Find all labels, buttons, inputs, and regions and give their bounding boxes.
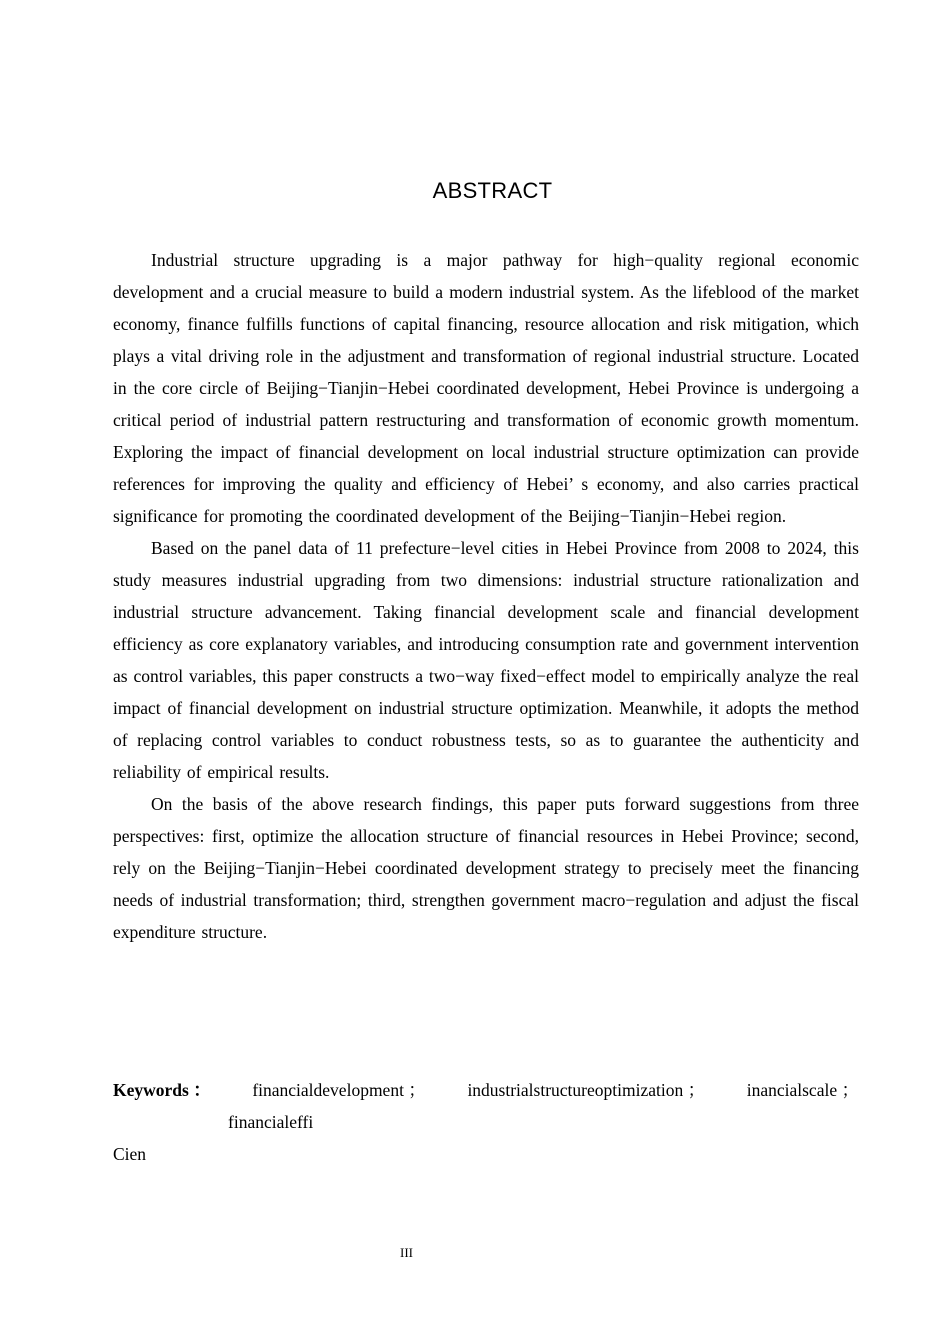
keyword-item: industrialstructureoptimization ；: [467, 1080, 706, 1100]
keyword-trailing: Cien: [113, 1144, 147, 1164]
keywords-line: [113, 1074, 859, 1106]
page-number: III: [400, 1245, 413, 1260]
abstract-paragraph: Industrial structure upgrading is a major pathway for high−quality regional economic development and a crucial measure to build a modern industrial system. As the lifeblood of the market economy, finance fulfills functions of capital financing, resource allocation and risk mitigation, which plays a vital driving role in the adjustment and transformation of regional industrial structure. Located in the core circle of Beijing−Tianjin−Hebei coordinated development, Hebei Province is undergoing a critical period of industrial pattern restructuring and transformation of economic growth momentum. Exploring the impact of financial development on local industrial structure optimization can provide references for improving the quality and efficiency of Hebei’ s economy, and also carries practical significance for promoting the coordinated development of the Beijing−Tianjin−Hebei region.: [113, 250, 859, 526]
keywords-section: [113, 1074, 859, 1170]
keyword-continuation: financialeffi: [228, 1112, 314, 1132]
keyword-item: inancialscale ；: [746, 1080, 859, 1100]
abstract-paragraph: Based on the panel data of 11 prefecture−level cities in Hebei Province from 2008 to 2024, this study measures industrial upgrading from two dimensions: industrial structure rationalization and industrial structure advancement. Taking financial development scale and financial development efficiency as core explanatory variables, and introducing consumption rate and government intervention as control variables, this paper constructs a two−way fixed−effect model to empirically analyze the real impact of financial development on industrial structure optimization. Meanwhile, it adopts the method of replacing control variables to conduct robustness tests, so as to guarantee the authenticity and reliability of empirical results.: [113, 538, 859, 782]
abstract-title: ABSTRACT: [432, 178, 553, 203]
keyword-item: financialdevelopment ；: [252, 1080, 426, 1100]
abstract-paragraph: On the basis of the above research findings, this paper puts forward suggestions from three perspectives: first, optimize the allocation structure of financial resources in Hebei Province; second, rely on the Beijing−Tianjin−Hebei coordinated development strategy to precisely meet the financing needs of industrial transformation; third, strengthen government macro−regulation and adjust the fiscal expenditure structure.: [113, 794, 859, 942]
keywords-label: Keywords ：: [113, 1080, 211, 1100]
abstract-body: [113, 244, 859, 948]
